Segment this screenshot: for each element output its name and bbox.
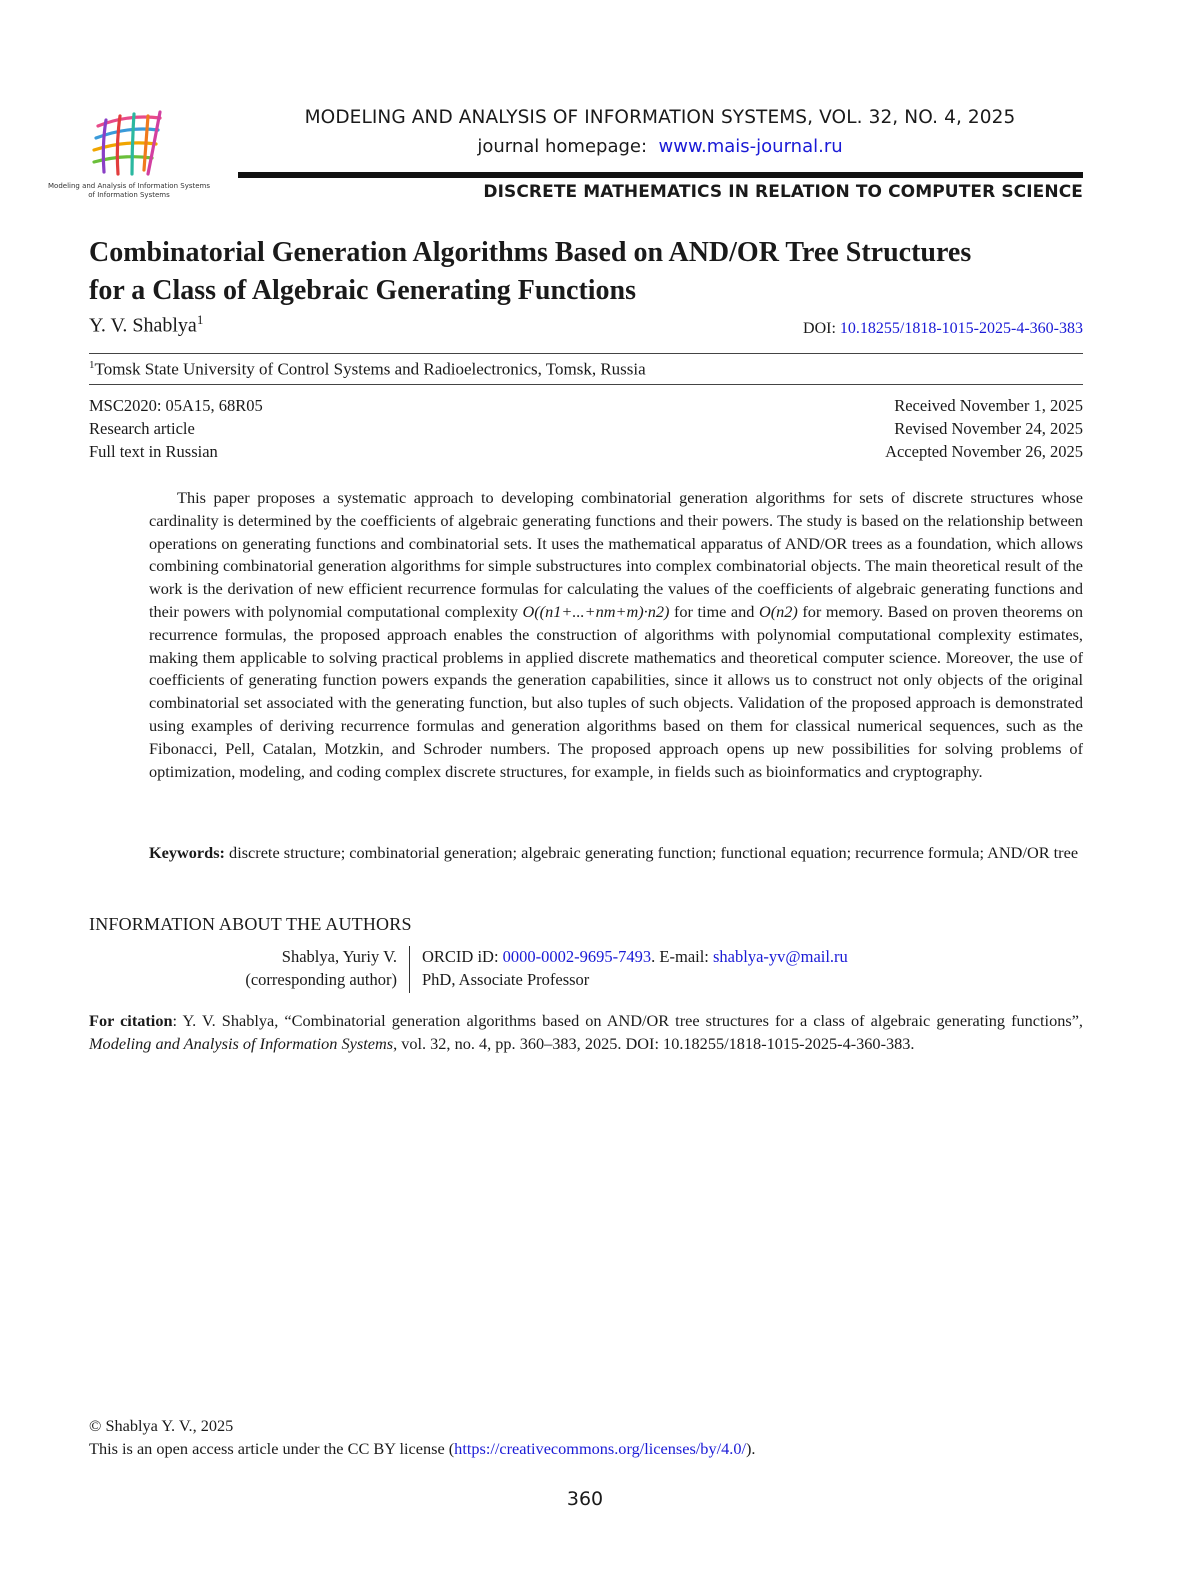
author-info-details [422, 945, 848, 991]
homepage-link[interactable]: www.mais-journal.ru [658, 136, 843, 157]
title-line-1: Combinatorial Generation Algorithms Based on AND/OR Tree Structures [89, 237, 972, 268]
abstract-part-3: for memory. Based on proven theorems on recurrence formulas, the proposed approach enables the construction of algorithms with polynomial computational complexity estimates, making them applicable to solving practical problems in applied discrete mathematics and theoretical computer science. Moreover, the use of coefficients of generating function powers expands the generation capabilities, since it allows us to construct not only objects of the original combinatorial set associated with the generating function, but also tuples of such objects. Validation of the proposed approach is demonstrated using examples of deriving recurrence formulas and generation algorithms based on them for classical numerical sequences, such as the Fibonacci, Pell, Catalan, Motzkin, and Schroder numbers. The proposed approach opens up new possibilities for solving problems of optimization, modeling, and coding complex discrete structures, for example, in fields such as bioinformatics and cryptography. [149, 601, 1084, 781]
copyright-block [89, 1414, 755, 1460]
author-contacts [422, 945, 848, 968]
keywords-text: discrete structure; combinatorial generation; algebraic generating function; functional equation; recurrence formula; AND/OR tree [229, 843, 1079, 862]
license-after: ). [745, 1439, 756, 1458]
journal-title: MODELING AND ANALYSIS OF INFORMATION SYSTEMS, VOL. 32, NO. 4, 2025 [304, 107, 1016, 128]
keywords [149, 842, 1083, 865]
formula-memory: O(n2) [758, 601, 798, 621]
journal-homepage [240, 136, 1080, 157]
accepted-date: Accepted November 26, 2025 [885, 442, 1083, 461]
email-label: . E-mail: [651, 947, 709, 966]
author-info-name [245, 945, 397, 991]
orcid-link[interactable]: 0000-0002-9695-7493 [502, 947, 652, 966]
doi-link[interactable]: 10.18255/1818-1015-2025-4-360-383 [839, 320, 1083, 337]
citation-text-before: : Y. V. Shablya, “Combinatorial generation algorithms based on AND/OR tree structures for a class of algebraic generating functions”, [172, 1011, 1083, 1030]
formula-time: O((n1+...+nm+m)·n2) [522, 601, 670, 621]
revised-date: Revised November 24, 2025 [894, 419, 1083, 438]
abstract-part-2: for time and [673, 601, 755, 621]
article-title [89, 234, 1099, 310]
article-type: Research article [89, 419, 195, 438]
license-line [89, 1437, 755, 1460]
citation [89, 1010, 1083, 1056]
divider [89, 384, 1083, 385]
license-link[interactable]: https://creativecommons.org/licenses/by/4.0/ [454, 1439, 746, 1458]
section-heading: DISCRETE MATHEMATICS IN RELATION TO COMPUTER SCIENCE [483, 182, 1083, 202]
citation-journal: Modeling and Analysis of Information Systems [89, 1033, 394, 1053]
author-degree: PhD, Associate Professor [422, 970, 590, 989]
logo-text: Modeling and Analysis of Information Systems [48, 182, 210, 190]
divider [89, 353, 1083, 354]
svg-text:of Information Systems: of Information Systems [88, 191, 170, 199]
received-date: Received November 1, 2025 [894, 396, 1083, 415]
author-info-divider [409, 946, 410, 993]
orcid-label: ORCID iD: [422, 947, 499, 966]
journal-logo [48, 104, 210, 202]
doi-label: DOI: [803, 320, 836, 337]
license-before: This is an open access article under the CC BY license ( [89, 1439, 455, 1458]
affil-text: Tomsk State University of Control Systems and Radioelectronics, Tomsk, Russia [94, 359, 646, 379]
header-rule [238, 172, 1083, 178]
authors-info-heading: INFORMATION ABOUT THE AUTHORS [89, 914, 412, 934]
keywords-label: Keywords: [149, 843, 225, 862]
homepage-label: journal homepage: [477, 136, 648, 157]
title-line-2: for a Class of Algebraic Generating Functions [89, 275, 637, 306]
affil-sup: 1 [89, 359, 95, 371]
doi [803, 320, 1083, 338]
author-sup: 1 [196, 312, 204, 327]
abstract-part-1: This paper proposes a systematic approach to developing combinatorial generation algorithms for sets of discrete structures whose cardinality is determined by the coefficients of algebraic generating functions and their powers. The study is based on the relationship between operations on generating functions and combinatorial sets. It uses the mathematical apparatus of AND/OR trees as a foundation, which allows combining combinatorial generation algorithms for simple substructures into complex combinatorial objects. The main theoretical result of the work is the derivation of new efficient recurrence formulas for calculating the values of the coefficients of algebraic generating functions and their powers with polynomial computational complexity [149, 488, 1083, 621]
author-role: (corresponding author) [245, 970, 397, 989]
abstract [149, 487, 1083, 783]
msc-codes: MSC2020: 05A15, 68R05 [89, 396, 263, 415]
page-number: 360 [566, 1488, 604, 1510]
citation-label: For citation [89, 1011, 173, 1030]
article-meta [89, 394, 263, 463]
article-dates [885, 394, 1083, 463]
email-link[interactable]: shablya-yv@mail.ru [713, 947, 848, 966]
author-text: Y. V. Shablya [89, 314, 197, 337]
full-text-language: Full text in Russian [89, 442, 218, 461]
copyright: © Shablya Y. V., 2025 [89, 1416, 234, 1435]
citation-text-after: , vol. 32, no. 4, pp. 360–383, 2025. DOI: 10.18255/1818-1015-2025-4-360-383. [393, 1033, 915, 1053]
author-name [89, 312, 203, 338]
affiliation [89, 359, 646, 380]
author-full-name: Shablya, Yuriy V. [281, 947, 397, 966]
